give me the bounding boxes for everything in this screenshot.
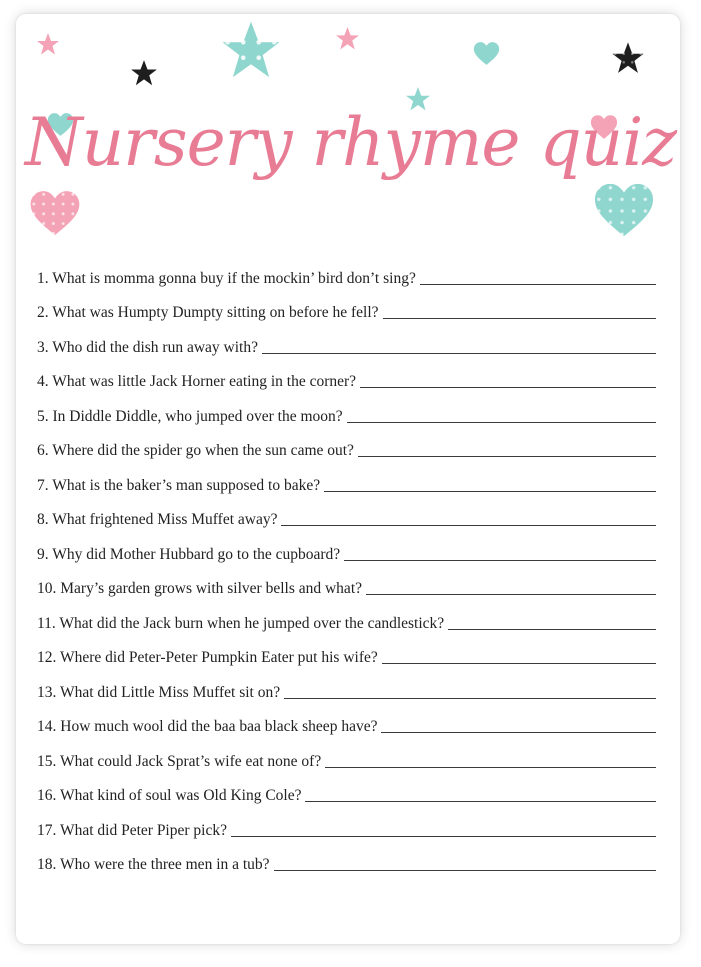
question-text: 10. Mary’s garden grows with silver bells and what? bbox=[37, 580, 363, 597]
question-text: 5. In Diddle Diddle, who jumped over the moon? bbox=[37, 407, 343, 425]
answer-line[interactable] bbox=[284, 698, 656, 699]
question-row bbox=[37, 636, 656, 671]
quiz-title: Nursery rhyme quiz bbox=[24, 104, 677, 181]
question-text: 6. Where did the spider go when the sun came out? bbox=[37, 442, 354, 459]
question-text: 17. What did Peter Piper pick? bbox=[37, 821, 227, 839]
question-text: 15. What could Jack Sprat’s wife eat none of? bbox=[37, 752, 322, 770]
answer-line[interactable] bbox=[231, 836, 656, 837]
answer-line[interactable] bbox=[381, 732, 656, 733]
question-row bbox=[37, 705, 656, 740]
heart-icon bbox=[29, 189, 81, 237]
question-text: 7. What is the baker’s man supposed to bake? bbox=[37, 476, 321, 494]
answer-line[interactable] bbox=[324, 491, 656, 492]
question-text: 8. What frightened Miss Muffet away? bbox=[37, 511, 278, 528]
question-text: 16. What kind of soul was Old King Cole? bbox=[37, 787, 302, 804]
question-row bbox=[37, 256, 656, 291]
question-row bbox=[37, 774, 656, 809]
question-row bbox=[37, 429, 656, 464]
answer-line[interactable] bbox=[347, 422, 656, 423]
heart-icon bbox=[473, 41, 500, 66]
answer-line[interactable] bbox=[344, 560, 656, 561]
question-row bbox=[37, 532, 656, 567]
answer-line[interactable] bbox=[382, 663, 656, 664]
question-list bbox=[37, 256, 656, 877]
answer-line[interactable] bbox=[305, 801, 656, 802]
question-text: 4. What was little Jack Horner eating in the corner? bbox=[37, 373, 357, 390]
question-row bbox=[37, 463, 656, 498]
question-text: 14. How much wool did the baa baa black sheep have? bbox=[37, 718, 378, 735]
question-text: 9. Why did Mother Hubbard go to the cupboard? bbox=[37, 545, 341, 563]
star-icon bbox=[130, 59, 158, 87]
answer-line[interactable] bbox=[366, 594, 656, 595]
question-row bbox=[37, 601, 656, 636]
question-row bbox=[37, 360, 656, 395]
question-text: 2. What was Humpty Dumpty sitting on before he fell? bbox=[37, 304, 379, 321]
question-row bbox=[37, 739, 656, 774]
question-text: 11. What did the Jack burn when he jumped over the candlestick? bbox=[37, 614, 445, 632]
question-row bbox=[37, 670, 656, 705]
question-row bbox=[37, 291, 656, 326]
answer-line[interactable] bbox=[360, 387, 656, 388]
question-text: 18. Who were the three men in a tub? bbox=[37, 856, 270, 873]
heart-icon bbox=[593, 181, 655, 239]
question-text: 3. Who did the dish run away with? bbox=[37, 338, 258, 356]
question-row bbox=[37, 808, 656, 843]
answer-line[interactable] bbox=[420, 284, 656, 285]
answer-line[interactable] bbox=[325, 767, 656, 768]
answer-line[interactable] bbox=[262, 353, 656, 354]
answer-line[interactable] bbox=[383, 318, 656, 319]
question-row bbox=[37, 567, 656, 602]
star-icon bbox=[611, 41, 645, 75]
question-text: 1. What is momma gonna buy if the mockin’ bird don’t sing? bbox=[37, 269, 416, 287]
question-row bbox=[37, 498, 656, 533]
answer-line[interactable] bbox=[448, 629, 656, 630]
question-text: 12. Where did Peter-Peter Pumpkin Eater put his wife? bbox=[37, 649, 378, 666]
star-icon bbox=[335, 26, 360, 51]
answer-line[interactable] bbox=[358, 456, 656, 457]
question-row bbox=[37, 325, 656, 360]
star-icon bbox=[36, 32, 60, 56]
question-row bbox=[37, 843, 656, 878]
question-row bbox=[37, 394, 656, 429]
answer-line[interactable] bbox=[274, 870, 656, 871]
answer-line[interactable] bbox=[281, 525, 656, 526]
star-icon bbox=[220, 19, 282, 81]
question-text: 13. What did Little Miss Muffet sit on? bbox=[37, 683, 281, 701]
